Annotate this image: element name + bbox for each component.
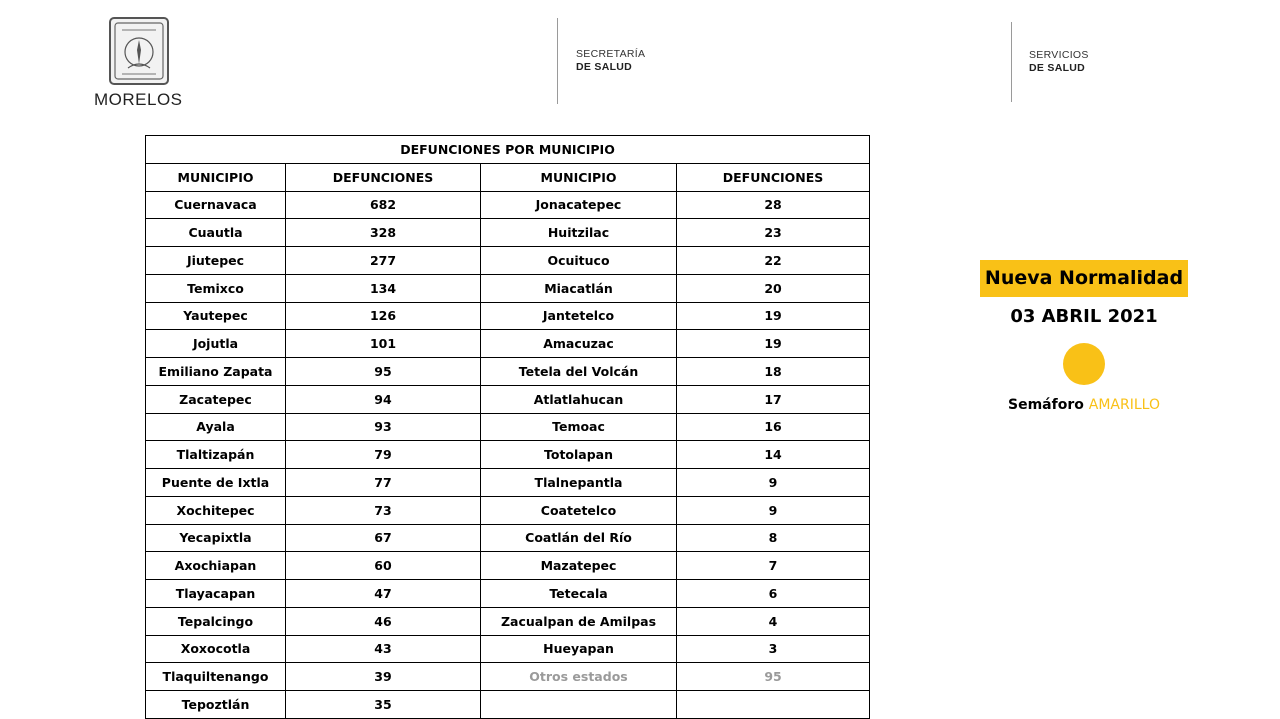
page-header xyxy=(0,0,1280,118)
table-row xyxy=(146,274,870,302)
municipio-cell: Emiliano Zapata xyxy=(146,358,286,386)
defunciones-cell: 17 xyxy=(677,385,870,413)
defunciones-cell: 93 xyxy=(286,413,481,441)
table-row xyxy=(146,330,870,358)
municipio-cell: Hueyapan xyxy=(481,635,677,663)
defunciones-cell: 28 xyxy=(677,191,870,219)
report-date: 03 ABRIL 2021 xyxy=(1010,306,1158,327)
defunciones-cell: 94 xyxy=(286,385,481,413)
column-header: MUNICIPIO xyxy=(146,163,286,191)
municipio-cell: Yecapixtla xyxy=(146,524,286,552)
defunciones-cell: 14 xyxy=(677,441,870,469)
defunciones-cell: 23 xyxy=(677,219,870,247)
defunciones-cell: 39 xyxy=(286,663,481,691)
municipio-cell: Amacuzac xyxy=(481,330,677,358)
defunciones-cell xyxy=(677,691,870,719)
column-header: DEFUNCIONES xyxy=(286,163,481,191)
defunciones-cell: 16 xyxy=(677,413,870,441)
municipio-cell: Puente de Ixtla xyxy=(146,469,286,497)
secretaria-line2: DE SALUD xyxy=(576,61,633,73)
defunciones-cell: 43 xyxy=(286,635,481,663)
municipio-cell: Xochitepec xyxy=(146,496,286,524)
municipio-cell: Totolapan xyxy=(481,441,677,469)
defunciones-cell: 6 xyxy=(677,580,870,608)
municipio-cell: Miacatlán xyxy=(481,274,677,302)
defunciones-cell: 22 xyxy=(677,247,870,275)
municipio-cell: Atlatlahucan xyxy=(481,385,677,413)
defunciones-cell: 101 xyxy=(286,330,481,358)
defunciones-cell: 47 xyxy=(286,580,481,608)
state-name: MORELOS xyxy=(94,90,183,109)
table-row xyxy=(146,635,870,663)
semaforo-color-name: AMARILLO xyxy=(1088,397,1160,413)
defunciones-cell: 35 xyxy=(286,691,481,719)
table-title: DEFUNCIONES POR MUNICIPIO xyxy=(146,136,870,164)
servicios-line1: SERVICIOS xyxy=(1029,49,1089,61)
secretaria-salud-logo xyxy=(576,48,645,74)
semaforo-status xyxy=(980,397,1188,413)
defunciones-cell: 9 xyxy=(677,496,870,524)
defunciones-cell: 77 xyxy=(286,469,481,497)
municipio-cell xyxy=(481,691,677,719)
table-row xyxy=(146,302,870,330)
municipio-cell: Jantetelco xyxy=(481,302,677,330)
municipio-cell: Jojutla xyxy=(146,330,286,358)
municipio-cell: Tlayacapan xyxy=(146,580,286,608)
morelos-crest-icon xyxy=(108,16,170,86)
table-row xyxy=(146,496,870,524)
defunciones-cell: 19 xyxy=(677,302,870,330)
status-panel xyxy=(980,260,1188,413)
defunciones-cell: 277 xyxy=(286,247,481,275)
defunciones-cell: 95 xyxy=(677,663,870,691)
defunciones-cell: 9 xyxy=(677,469,870,497)
municipio-cell: Tlalnepantla xyxy=(481,469,677,497)
municipio-cell: Tepoztlán xyxy=(146,691,286,719)
defunciones-cell: 682 xyxy=(286,191,481,219)
municipio-cell: Cuautla xyxy=(146,219,286,247)
table-row xyxy=(146,219,870,247)
header-divider xyxy=(557,18,558,104)
table-row xyxy=(146,191,870,219)
defunciones-cell: 4 xyxy=(677,607,870,635)
municipio-cell: Xoxocotla xyxy=(146,635,286,663)
deaths-table xyxy=(145,135,870,719)
municipio-cell: Tepalcingo xyxy=(146,607,286,635)
municipio-cell: Jiutepec xyxy=(146,247,286,275)
column-header: DEFUNCIONES xyxy=(677,163,870,191)
table-header-row xyxy=(146,163,870,191)
municipio-cell: Tetecala xyxy=(481,580,677,608)
table-row xyxy=(146,524,870,552)
table-row xyxy=(146,413,870,441)
table-body xyxy=(146,191,870,718)
servicios-salud-logo xyxy=(1029,49,1089,75)
defunciones-cell: 328 xyxy=(286,219,481,247)
municipio-cell: Tlaltizapán xyxy=(146,441,286,469)
municipio-cell: Otros estados xyxy=(481,663,677,691)
municipio-cell: Mazatepec xyxy=(481,552,677,580)
table-row xyxy=(146,385,870,413)
table-row xyxy=(146,663,870,691)
secretaria-line1: SECRETARÍA xyxy=(576,48,646,60)
municipio-cell: Temoac xyxy=(481,413,677,441)
municipio-cell: Zacualpan de Amilpas xyxy=(481,607,677,635)
municipio-cell: Tlaquiltenango xyxy=(146,663,286,691)
defunciones-cell: 134 xyxy=(286,274,481,302)
servicios-line2: DE SALUD xyxy=(1029,62,1086,74)
defunciones-cell: 79 xyxy=(286,441,481,469)
table-title-row xyxy=(146,136,870,164)
municipio-cell: Cuernavaca xyxy=(146,191,286,219)
table-row xyxy=(146,441,870,469)
defunciones-cell: 18 xyxy=(677,358,870,386)
defunciones-cell: 3 xyxy=(677,635,870,663)
column-header: MUNICIPIO xyxy=(481,163,677,191)
defunciones-cell: 7 xyxy=(677,552,870,580)
defunciones-cell: 126 xyxy=(286,302,481,330)
table-row xyxy=(146,469,870,497)
semaforo-prefix: Semáforo xyxy=(1008,397,1084,413)
semaforo-light-icon xyxy=(1063,343,1105,385)
municipio-cell: Zacatepec xyxy=(146,385,286,413)
defunciones-cell: 8 xyxy=(677,524,870,552)
municipio-cell: Coatlán del Río xyxy=(481,524,677,552)
table-row xyxy=(146,580,870,608)
nueva-normalidad-badge: Nueva Normalidad xyxy=(980,260,1188,297)
municipio-cell: Temixco xyxy=(146,274,286,302)
municipio-cell: Huitzilac xyxy=(481,219,677,247)
defunciones-cell: 46 xyxy=(286,607,481,635)
municipio-cell: Yautepec xyxy=(146,302,286,330)
table-row xyxy=(146,607,870,635)
header-divider xyxy=(1011,22,1012,102)
municipio-cell: Axochiapan xyxy=(146,552,286,580)
defunciones-cell: 20 xyxy=(677,274,870,302)
defunciones-cell: 73 xyxy=(286,496,481,524)
table-row xyxy=(146,552,870,580)
municipio-cell: Ayala xyxy=(146,413,286,441)
municipio-cell: Coatetelco xyxy=(481,496,677,524)
defunciones-cell: 60 xyxy=(286,552,481,580)
defunciones-cell: 19 xyxy=(677,330,870,358)
defunciones-cell: 95 xyxy=(286,358,481,386)
table-row xyxy=(146,247,870,275)
municipio-cell: Tetela del Volcán xyxy=(481,358,677,386)
table-row xyxy=(146,358,870,386)
municipio-cell: Jonacatepec xyxy=(481,191,677,219)
table-row xyxy=(146,691,870,719)
municipio-cell: Ocuituco xyxy=(481,247,677,275)
defunciones-cell: 67 xyxy=(286,524,481,552)
